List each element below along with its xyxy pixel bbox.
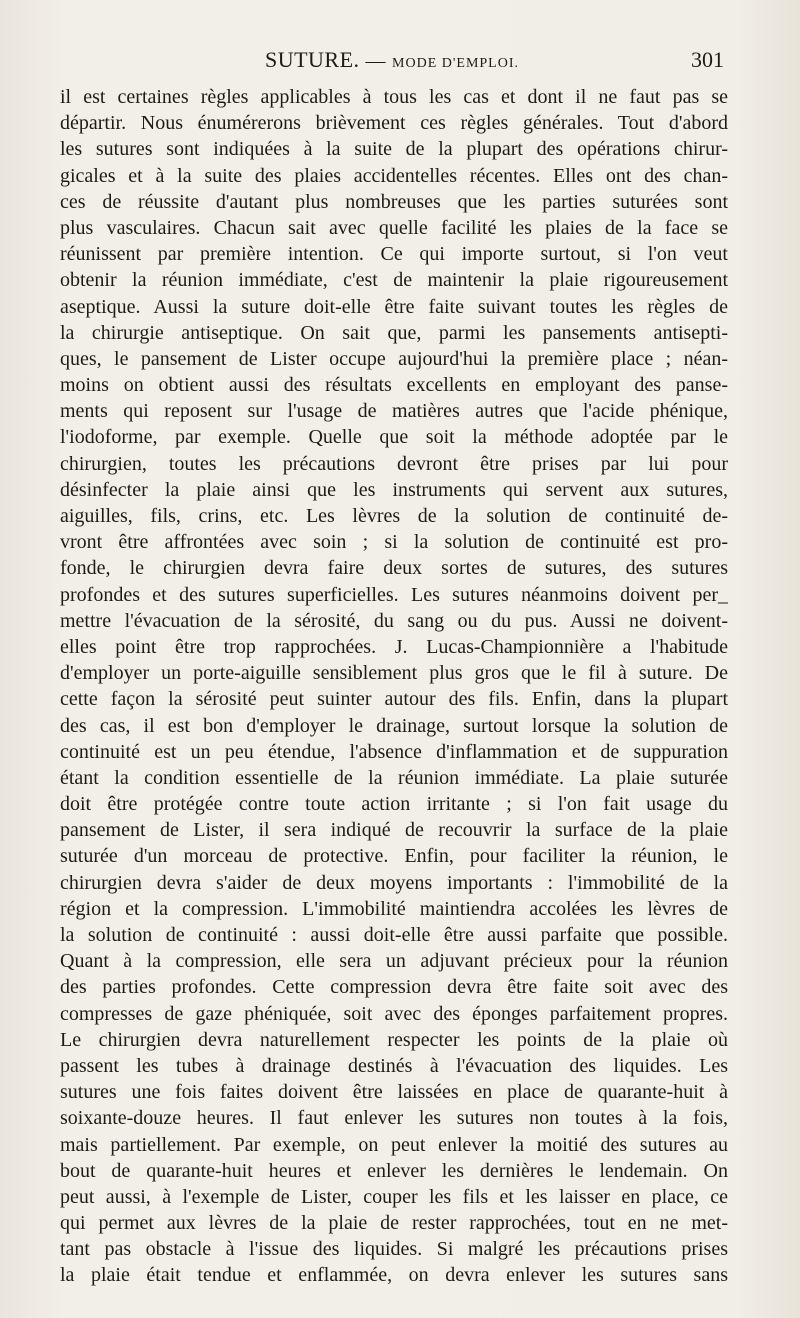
text-line: compresses de gaze phéniquée, soit avec des éponges parfaitement propres.	[60, 1002, 728, 1025]
text-line: réunissent par première intention. Ce qui importe surtout, si l'on veut	[60, 243, 728, 266]
text-line: aiguilles, fils, crins, etc. Les lèvres de la solution de continuité de-	[60, 505, 728, 527]
text-line: d'employer un porte-aiguille sensiblement plus gros que le fil à suture. De	[60, 662, 728, 685]
section-subtitle: MODE D'EMPLOI.	[392, 56, 520, 71]
text-line: chirurgien, toutes les précautions devront être prises par lui pour	[60, 452, 728, 475]
text-line: des cas, il est bon d'employer le drainage, surtout lorsque la solution de	[60, 714, 728, 737]
text-line: Le chirurgien devra naturellement respecter les points de la plaie où	[60, 1028, 728, 1051]
page-number: 301	[691, 47, 724, 72]
text-line: départir. Nous énumérerons brièvement ces règles générales. Tout d'abord	[60, 112, 728, 135]
text-line: ques, le pansement de Lister occupe aujourd'hui la première place ; néan-	[60, 347, 728, 370]
text-line: Quant à la compression, elle sera un adjuvant précieux pour la réunion	[60, 950, 728, 973]
text-line: vront être affrontées avec soin ; si la solution de continuité est pro-	[60, 531, 728, 554]
text-line: la solution de continuité : aussi doit-elle être aussi parfaite que possible.	[60, 924, 728, 946]
text-line: mettre l'évacuation de la sérosité, du sang ou du pus. Aussi ne doivent-	[60, 609, 728, 632]
text-line: fonde, le chirurgien devra faire deux sortes de sutures, des sutures	[60, 557, 728, 580]
text-line: ces de réussite d'autant plus nombreuses que les parties suturées sont	[60, 190, 728, 213]
text-line: mais partiellement. Par exemple, on peut enlever la moitié des sutures au	[60, 1133, 728, 1156]
text-line: région et la compression. L'immobilité maintiendra accolées les lèvres de	[60, 897, 728, 920]
text-line: elles point être trop rapprochées. J. Lucas-Championnière a l'habitude	[60, 635, 728, 658]
text-line: doit être protégée contre toute action irritante ; si l'on fait usage du	[60, 793, 728, 816]
text-line: l'iodoforme, par exemple. Quelle que soit la méthode adoptée par le	[60, 426, 728, 449]
text-line: des parties profondes. Cette compression devra être faite soit avec des	[60, 976, 728, 999]
text-line: désinfecter la plaie ainsi que les instruments qui servent aux sutures,	[60, 478, 728, 501]
text-line: aseptique. Aussi la suture doit-elle être faite suivant toutes les règles de	[60, 295, 728, 318]
text-line: pansement de Lister, il sera indiqué de recouvrir la surface de la plaie	[60, 819, 728, 842]
running-head	[60, 46, 724, 74]
text-line: obtenir la réunion immédiate, c'est de maintenir la plaie rigoureusement	[60, 269, 728, 292]
body-text	[60, 84, 728, 1289]
text-line: il est certaines règles applicables à tous les cas et dont il ne faut pas se	[60, 86, 728, 108]
text-line: qui permet aux lèvres de la plaie de rester rapprochées, tout en ne met-	[60, 1212, 728, 1235]
text-line: plus vasculaires. Chacun sait avec quelle facilité les plaies de la face se	[60, 216, 728, 239]
text-line: bout de quarante-huit heures et enlever les dernières le lendemain. On	[60, 1159, 728, 1182]
text-line: ments qui reposent sur l'usage de matières autres que l'acide phénique,	[60, 400, 728, 423]
text-line: les sutures sont indiquées à la suite de la plupart des opérations chirur-	[60, 138, 728, 161]
text-line: tant pas obstacle à l'issue des liquides. Si malgré les précautions prises	[60, 1238, 728, 1261]
title-separator: —	[365, 50, 387, 72]
text-line: la chirurgie antiseptique. On sait que, parmi les pansements antisepti-	[60, 321, 728, 344]
running-head-title	[60, 46, 724, 78]
text-line: continuité est un peu étendue, l'absence d'inflammation et de suppuration	[60, 740, 728, 763]
text-line: soixante-douze heures. Il faut enlever les sutures non toutes à la fois,	[60, 1107, 728, 1130]
text-line: chirurgien devra s'aider de deux moyens importants : l'immobilité de la	[60, 871, 728, 894]
text-line: sutures une fois faites doivent être laissées en place de quarante-huit à	[60, 1081, 728, 1104]
text-line: gicales et à la suite des plaies accidentelles récentes. Elles ont des chan-	[60, 164, 728, 187]
text-line: suturée d'un morceau de protective. Enfin, pour faciliter la réunion, le	[60, 845, 728, 868]
text-line: moins on obtient aussi des résultats excellents en employant des panse-	[60, 374, 728, 397]
chapter-title: SUTURE.	[264, 47, 360, 72]
text-line: étant la condition essentielle de la réunion immédiate. La plaie suturée	[60, 766, 728, 789]
text-line: peut aussi, à l'exemple de Lister, couper les fils et les laisser en place, ce	[60, 1185, 728, 1208]
text-line: passent les tubes à drainage destinés à l'évacuation des liquides. Les	[60, 1054, 728, 1077]
text-line: cette façon la sérosité peut suinter autour des fils. Enfin, dans la plupart	[60, 688, 728, 711]
text-line: profondes et des sutures superficielles. Les sutures néanmoins doivent per_	[60, 583, 728, 606]
text-line: la plaie était tendue et enflammée, on devra enlever les sutures sans	[60, 1264, 728, 1287]
